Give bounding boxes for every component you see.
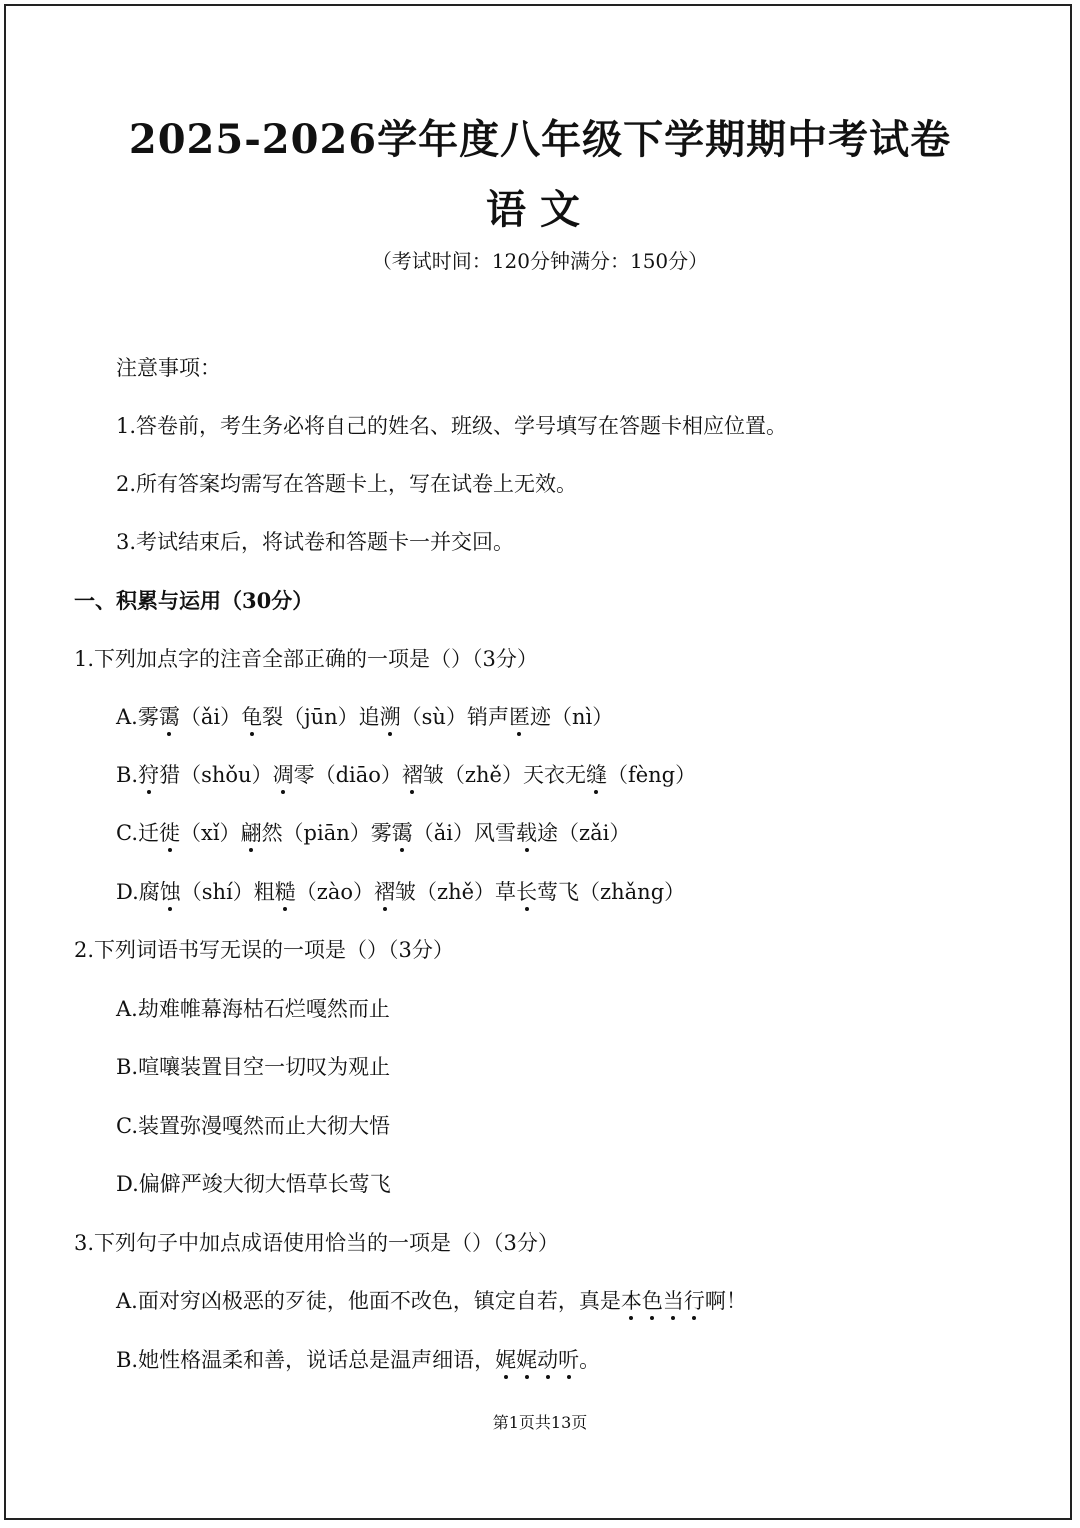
option-b [116, 1345, 600, 1375]
page-footer: 第1页共13页 [492, 1413, 588, 1432]
question-stem: 3.下列句子中加点成语使用恰当的一项是（）（3分） [74, 1231, 559, 1255]
option-a [116, 1286, 747, 1316]
notice-item: 2.所有答案均需写在答题卡上，写在试卷上无效。 [116, 472, 578, 496]
exam-info: （考试时间：120分钟满分：150分） [371, 249, 709, 273]
option-text: （ǎi）风雪 [412, 821, 517, 845]
option-text: 。 [579, 1348, 601, 1372]
option-text: 零（diāo） [293, 763, 402, 787]
option-text: 然（piān）雾 [261, 821, 392, 845]
question-stem: 1.下列加点字的注音全部正确的一项是（）（3分） [74, 647, 538, 671]
dotted-char: 狩 [138, 760, 159, 790]
option-d: D.偏僻严竣大彻大悟草长莺飞 [116, 1172, 391, 1196]
option-text: 莺飞（zhǎng） [537, 880, 686, 904]
option-text: 啊！ [704, 1289, 747, 1313]
option-text: C.迁 [116, 821, 159, 845]
dotted-char: 凋 [273, 760, 294, 790]
dotted-char: 匿 [509, 702, 530, 732]
option-text: 迹（nì） [529, 705, 614, 729]
option-text: B.她性格温柔和善，说话总是温声细语， [116, 1348, 496, 1372]
dotted-char: 色 [642, 1286, 663, 1316]
notice-item: 3.考试结束后，将试卷和答题卡一并交回。 [116, 530, 515, 554]
option-text: D.腐 [116, 880, 160, 904]
option-text: （xǐ） [180, 821, 241, 845]
exam-title: 2025-2026学年度八年级下学期期中考试卷 [128, 116, 952, 163]
option-text: 途（zǎi） [537, 821, 631, 845]
option-text: （ǎi） [179, 705, 242, 729]
exam-subject: 语文 [486, 186, 594, 233]
option-text: 猎（shǒu） [159, 763, 273, 787]
notice-heading: 注意事项： [116, 356, 221, 380]
dotted-char: 褶 [374, 877, 395, 907]
dotted-char: 行 [684, 1286, 705, 1316]
option-text: （sù）销声 [400, 705, 509, 729]
dotted-char: 动 [537, 1345, 558, 1375]
option-text: （fèng） [606, 763, 697, 787]
dotted-char: 褶 [402, 760, 423, 790]
dotted-char: 载 [516, 818, 537, 848]
dotted-char: 当 [663, 1286, 684, 1316]
option-a: A.劫难帷幕海枯石烂嘎然而止 [116, 997, 390, 1021]
section-heading: 一、积累与运用（30分） [74, 588, 314, 613]
dotted-char: 龟 [241, 702, 262, 732]
option-c: C.装置弥漫嘎然而止大彻大悟 [116, 1114, 390, 1138]
option-text: A.雾 [116, 705, 159, 729]
dotted-char: 缝 [586, 760, 607, 790]
notice-item: 1.答卷前，考生务必将自己的姓名、班级、学号填写在答题卡相应位置。 [116, 414, 788, 438]
option-b [116, 760, 696, 790]
dotted-char: 娓 [495, 1345, 516, 1375]
option-text: （zào） [295, 880, 375, 904]
dotted-char: 徙 [159, 818, 180, 848]
dotted-char: 糙 [275, 877, 296, 907]
option-c [116, 818, 630, 848]
option-text: 裂（jūn）追 [262, 705, 380, 729]
dotted-char: 霭 [159, 702, 180, 732]
option-b: B.喧嚷装置目空一切叹为观止 [116, 1055, 391, 1079]
option-text: A.面对穷凶极恶的歹徒，他面不改色，镇定自若，真是 [116, 1289, 621, 1313]
option-text: B. [116, 763, 139, 787]
dotted-char: 溯 [380, 702, 401, 732]
dotted-char: 长 [516, 877, 537, 907]
option-text: 皱（zhě）天衣无 [422, 763, 586, 787]
option-text: 皱（zhě）草 [395, 880, 517, 904]
option-text: （shí）粗 [180, 880, 275, 904]
dotted-char: 听 [558, 1345, 579, 1375]
dotted-char: 本 [621, 1286, 642, 1316]
question-stem: 2.下列词语书写无误的一项是（）（3分） [74, 938, 454, 962]
dotted-char: 翩 [241, 818, 262, 848]
option-d [116, 877, 685, 907]
option-a [116, 702, 613, 732]
dotted-char: 蚀 [160, 877, 181, 907]
dotted-char: 霭 [392, 818, 413, 848]
dotted-char: 娓 [516, 1345, 537, 1375]
